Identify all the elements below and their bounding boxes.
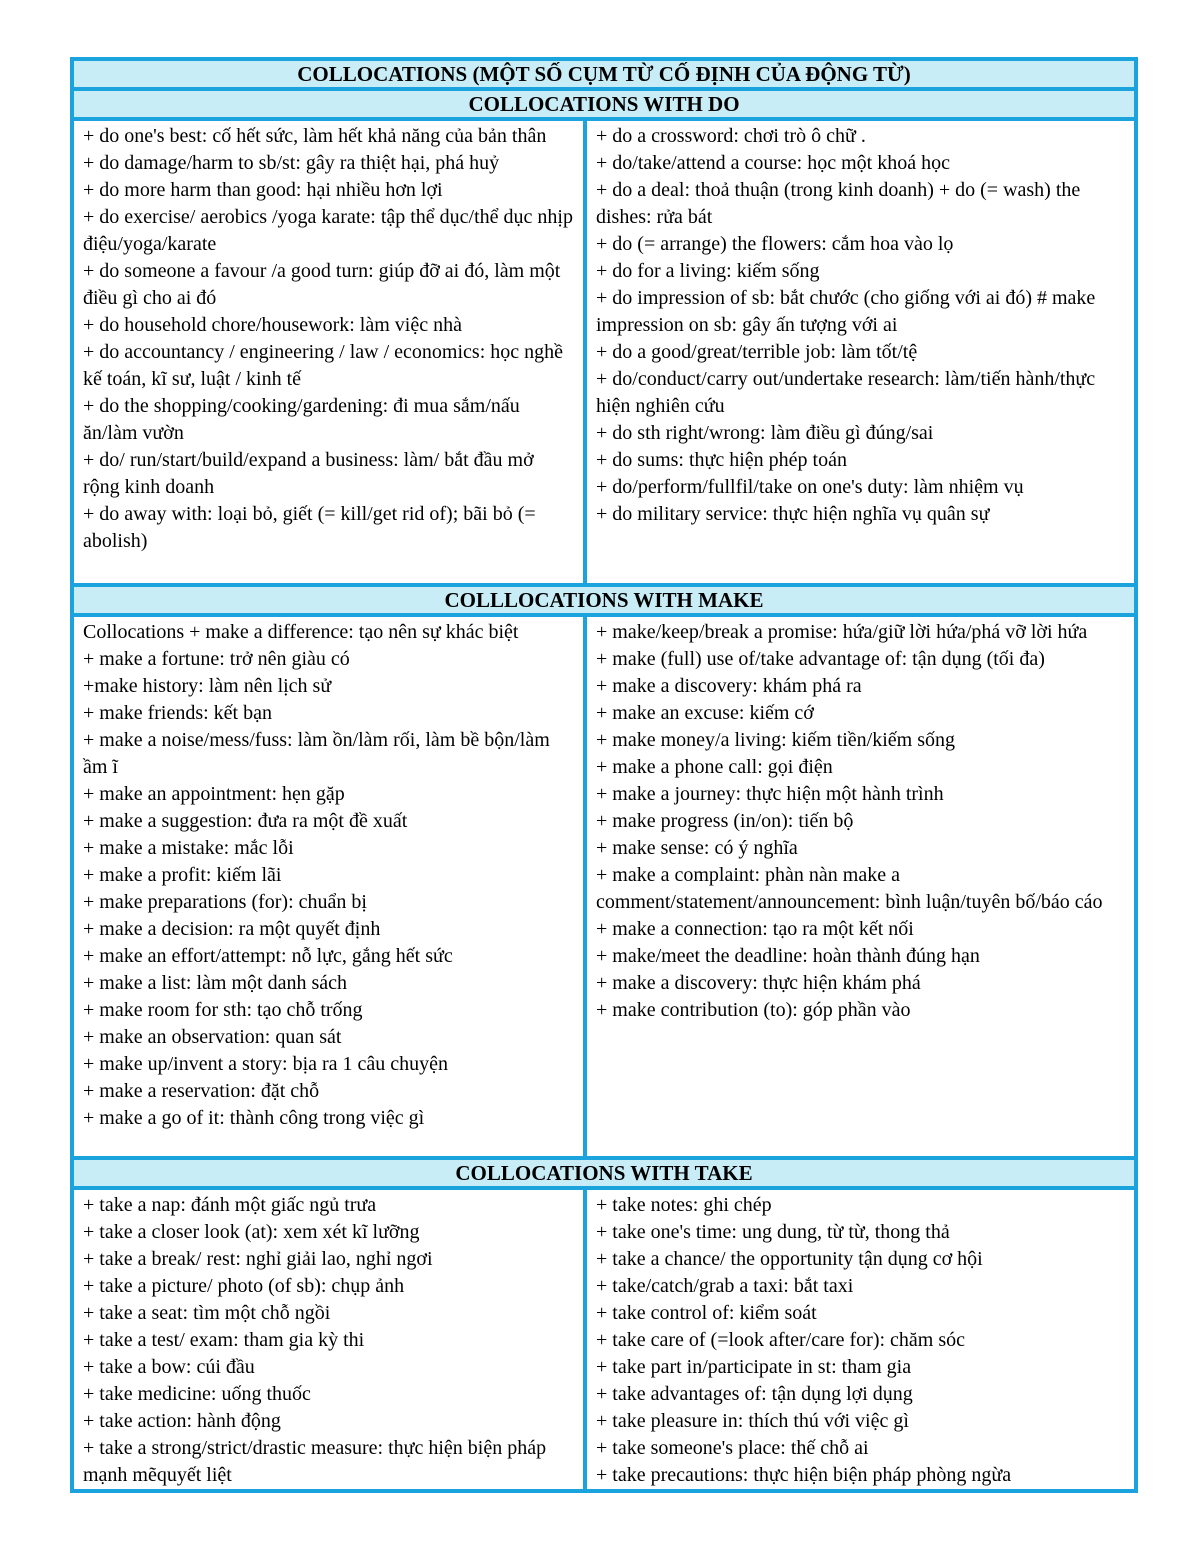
- section-body-row: [72, 615, 1136, 1158]
- collocations-table: [70, 57, 1138, 1493]
- collocation-item: + do a crossword: chơi trò ô chữ .: [596, 125, 866, 147]
- collocation-item: + do away with: loại bỏ, giết (= kill/get rid of); bãi bỏ (= abolish): [83, 503, 536, 552]
- collocation-item: + make a discovery: thực hiện khám phá: [596, 972, 921, 994]
- collocation-item: + do for a living: kiếm sống: [596, 260, 820, 282]
- collocation-item: +make history: làm nên lịch sử: [83, 675, 332, 697]
- make-right-column: [585, 615, 1136, 1158]
- collocation-item: + make money/a living: kiếm tiền/kiếm sống: [596, 729, 955, 751]
- section-heading-row: [72, 89, 1136, 119]
- collocation-item: + do damage/harm to sb/st: gây ra thiệt hại, phá huỷ: [83, 152, 500, 174]
- collocation-item: + do a good/great/terrible job: làm tốt/tệ: [596, 341, 918, 363]
- take-right-column: [585, 1188, 1136, 1491]
- collocation-item: + make a discovery: khám phá ra: [596, 675, 862, 697]
- collocation-item: + take someone's place: thế chỗ ai: [596, 1437, 869, 1459]
- collocation-item: + make a go of it: thành công trong việc gì: [83, 1107, 425, 1129]
- take-left-column: [72, 1188, 585, 1491]
- collocation-item: + take notes: ghi chép: [596, 1194, 772, 1216]
- collocation-item: Collocations + make a difference: tạo nên sự khác biệt: [83, 621, 519, 643]
- collocation-item: + take a seat: tìm một chỗ ngồi: [83, 1302, 331, 1324]
- collocation-item: + make up/invent a story: bịa ra 1 câu chuyện: [83, 1053, 449, 1075]
- collocation-item: + make a phone call: gọi điện: [596, 756, 833, 778]
- collocation-item: + take control of: kiểm soát: [596, 1302, 817, 1324]
- collocation-item: + do impression of sb: bắt chước (cho giống với ai đó) # make impression on sb: gây ấn tượng với ai: [596, 287, 1096, 336]
- section-heading-row: [72, 585, 1136, 615]
- collocation-item: + make an excuse: kiếm cớ: [596, 702, 814, 724]
- collocation-item: + do the shopping/cooking/gardening: đi mua sắm/nấu ăn/làm vườn: [83, 395, 520, 444]
- section-body-row: [72, 1188, 1136, 1491]
- section-body-row: [72, 119, 1136, 585]
- collocation-item: + do accountancy / engineering / law / economics: học nghề kế toán, kĩ sư, luật / kinh tế: [83, 341, 564, 390]
- collocation-item: + take/catch/grab a taxi: bắt taxi: [596, 1275, 854, 1297]
- collocation-item: + make a list: làm một danh sách: [83, 972, 347, 994]
- collocation-item: + take action: hành động: [83, 1410, 281, 1432]
- collocation-item: + make contribution (to): góp phần vào: [596, 999, 911, 1021]
- collocation-item: + do/ run/start/build/expand a business: làm/ bắt đầu mở rộng kinh doanh: [83, 449, 534, 498]
- collocation-item: + take precautions: thực hiện biện pháp phòng ngừa: [596, 1464, 1012, 1486]
- collocation-item: + take part in/participate in st: tham gia: [596, 1356, 912, 1378]
- collocation-item: + make a decision: ra một quyết định: [83, 918, 381, 940]
- collocation-item: + take advantages of: tận dụng lợi dụng: [596, 1383, 913, 1405]
- section-heading-row: [72, 1158, 1136, 1188]
- collocation-item: + do household chore/housework: làm việc nhà: [83, 314, 462, 336]
- collocation-item: + take a closer look (at): xem xét kĩ lưỡng: [83, 1221, 420, 1243]
- collocation-item: + do/take/attend a course: học một khoá học: [596, 152, 950, 174]
- collocation-item: + make preparations (for): chuẩn bị: [83, 891, 367, 913]
- collocation-item: + take a test/ exam: tham gia kỳ thi: [83, 1329, 365, 1351]
- collocation-item: + do military service: thực hiện nghĩa vụ quân sự: [596, 503, 990, 525]
- title-row: [72, 59, 1136, 89]
- collocation-item: + take one's time: ung dung, từ từ, thong thả: [596, 1221, 950, 1243]
- collocation-item: + do sums: thực hiện phép toán: [596, 449, 847, 471]
- collocation-item: + make an appointment: hẹn gặp: [83, 783, 345, 805]
- collocation-item: + make a suggestion: đưa ra một đề xuất: [83, 810, 408, 832]
- collocation-item: + make a complaint: phàn nàn make a comment/statement/announcement: bình luận/tuyên bố/báo cáo: [596, 864, 1103, 913]
- collocation-item: + do/conduct/carry out/undertake research: làm/tiến hành/thực hiện nghiên cứu: [596, 368, 1096, 417]
- collocation-item: + do more harm than good: hại nhiều hơn lợi: [83, 179, 443, 201]
- collocation-item: + make room for sth: tạo chỗ trống: [83, 999, 363, 1021]
- collocation-item: + do a deal: thoả thuận (trong kinh doanh) + do (= wash) the dishes: rửa bát: [596, 179, 1081, 228]
- section-heading-do: COLLOCATIONS WITH DO: [72, 89, 1136, 119]
- collocation-item: + make an observation: quan sát: [83, 1026, 342, 1048]
- collocation-item: + do someone a favour /a good turn: giúp đỡ ai đó, làm một điều gì cho ai đó: [83, 260, 561, 309]
- collocation-item: + take a picture/ photo (of sb): chụp ảnh: [83, 1275, 405, 1297]
- do-left-column: [72, 119, 585, 585]
- collocation-item: + take a bow: cúi đầu: [83, 1356, 255, 1378]
- collocation-item: + make (full) use of/take advantage of: tận dụng (tối đa): [596, 648, 1045, 670]
- collocation-item: + make/meet the deadline: hoàn thành đúng hạn: [596, 945, 980, 967]
- collocation-item: + make progress (in/on): tiến bộ: [596, 810, 854, 832]
- page-title: COLLOCATIONS (MỘT SỐ CỤM TỪ CỐ ĐỊNH CỦA ĐỘNG TỪ): [72, 59, 1136, 89]
- collocation-item: + take a strong/strict/drastic measure: thực hiện biện pháp mạnh mẽquyết liệt: [83, 1437, 547, 1486]
- collocation-item: + make friends: kết bạn: [83, 702, 272, 724]
- collocation-item: + make a reservation: đặt chỗ: [83, 1080, 320, 1102]
- collocation-item: + do/perform/fullfil/take on one's duty: làm nhiệm vụ: [596, 476, 1024, 498]
- collocation-item: + make an effort/attempt: nỗ lực, gắng hết sức: [83, 945, 453, 967]
- section-heading-take: COLLOCATIONS WITH TAKE: [72, 1158, 1136, 1188]
- collocation-item: + do sth right/wrong: làm điều gì đúng/sai: [596, 422, 934, 444]
- collocation-item: + do (= arrange) the flowers: cắm hoa vào lọ: [596, 233, 954, 255]
- collocation-item: + take care of (=look after/care for): chăm sóc: [596, 1329, 966, 1351]
- collocation-item: + make a profit: kiếm lãi: [83, 864, 282, 886]
- section-heading-make: COLLLOCATIONS WITH MAKE: [72, 585, 1136, 615]
- collocation-item: + take a nap: đánh một giấc ngủ trưa: [83, 1194, 377, 1216]
- collocation-item: + do one's best: cố hết sức, làm hết khả năng của bản thân: [83, 125, 547, 147]
- collocation-item: + make a fortune: trở nên giàu có: [83, 648, 350, 670]
- collocation-item: + make/keep/break a promise: hứa/giữ lời hứa/phá vỡ lời hứa: [596, 621, 1088, 643]
- do-right-column: [585, 119, 1136, 585]
- collocation-item: + take a chance/ the opportunity tận dụng cơ hội: [596, 1248, 983, 1270]
- make-left-column: [72, 615, 585, 1158]
- collocation-item: + take medicine: uống thuốc: [83, 1383, 311, 1405]
- collocation-item: + make a journey: thực hiện một hành trình: [596, 783, 944, 805]
- collocation-item: + make a connection: tạo ra một kết nối: [596, 918, 914, 940]
- collocation-item: + make a mistake: mắc lỗi: [83, 837, 294, 859]
- collocation-item: + make sense: có ý nghĩa: [596, 837, 798, 859]
- collocation-item: + take a break/ rest: nghỉ giải lao, nghỉ ngơi: [83, 1248, 433, 1270]
- collocation-item: + take pleasure in: thích thú với việc gì: [596, 1410, 909, 1432]
- collocation-item: + do exercise/ aerobics /yoga karate: tập thể dục/thể dục nhịp điệu/yoga/karate: [83, 206, 573, 255]
- collocation-item: + make a noise/mess/fuss: làm ồn/làm rối, làm bề bộn/làm ầm ĩ: [83, 729, 550, 778]
